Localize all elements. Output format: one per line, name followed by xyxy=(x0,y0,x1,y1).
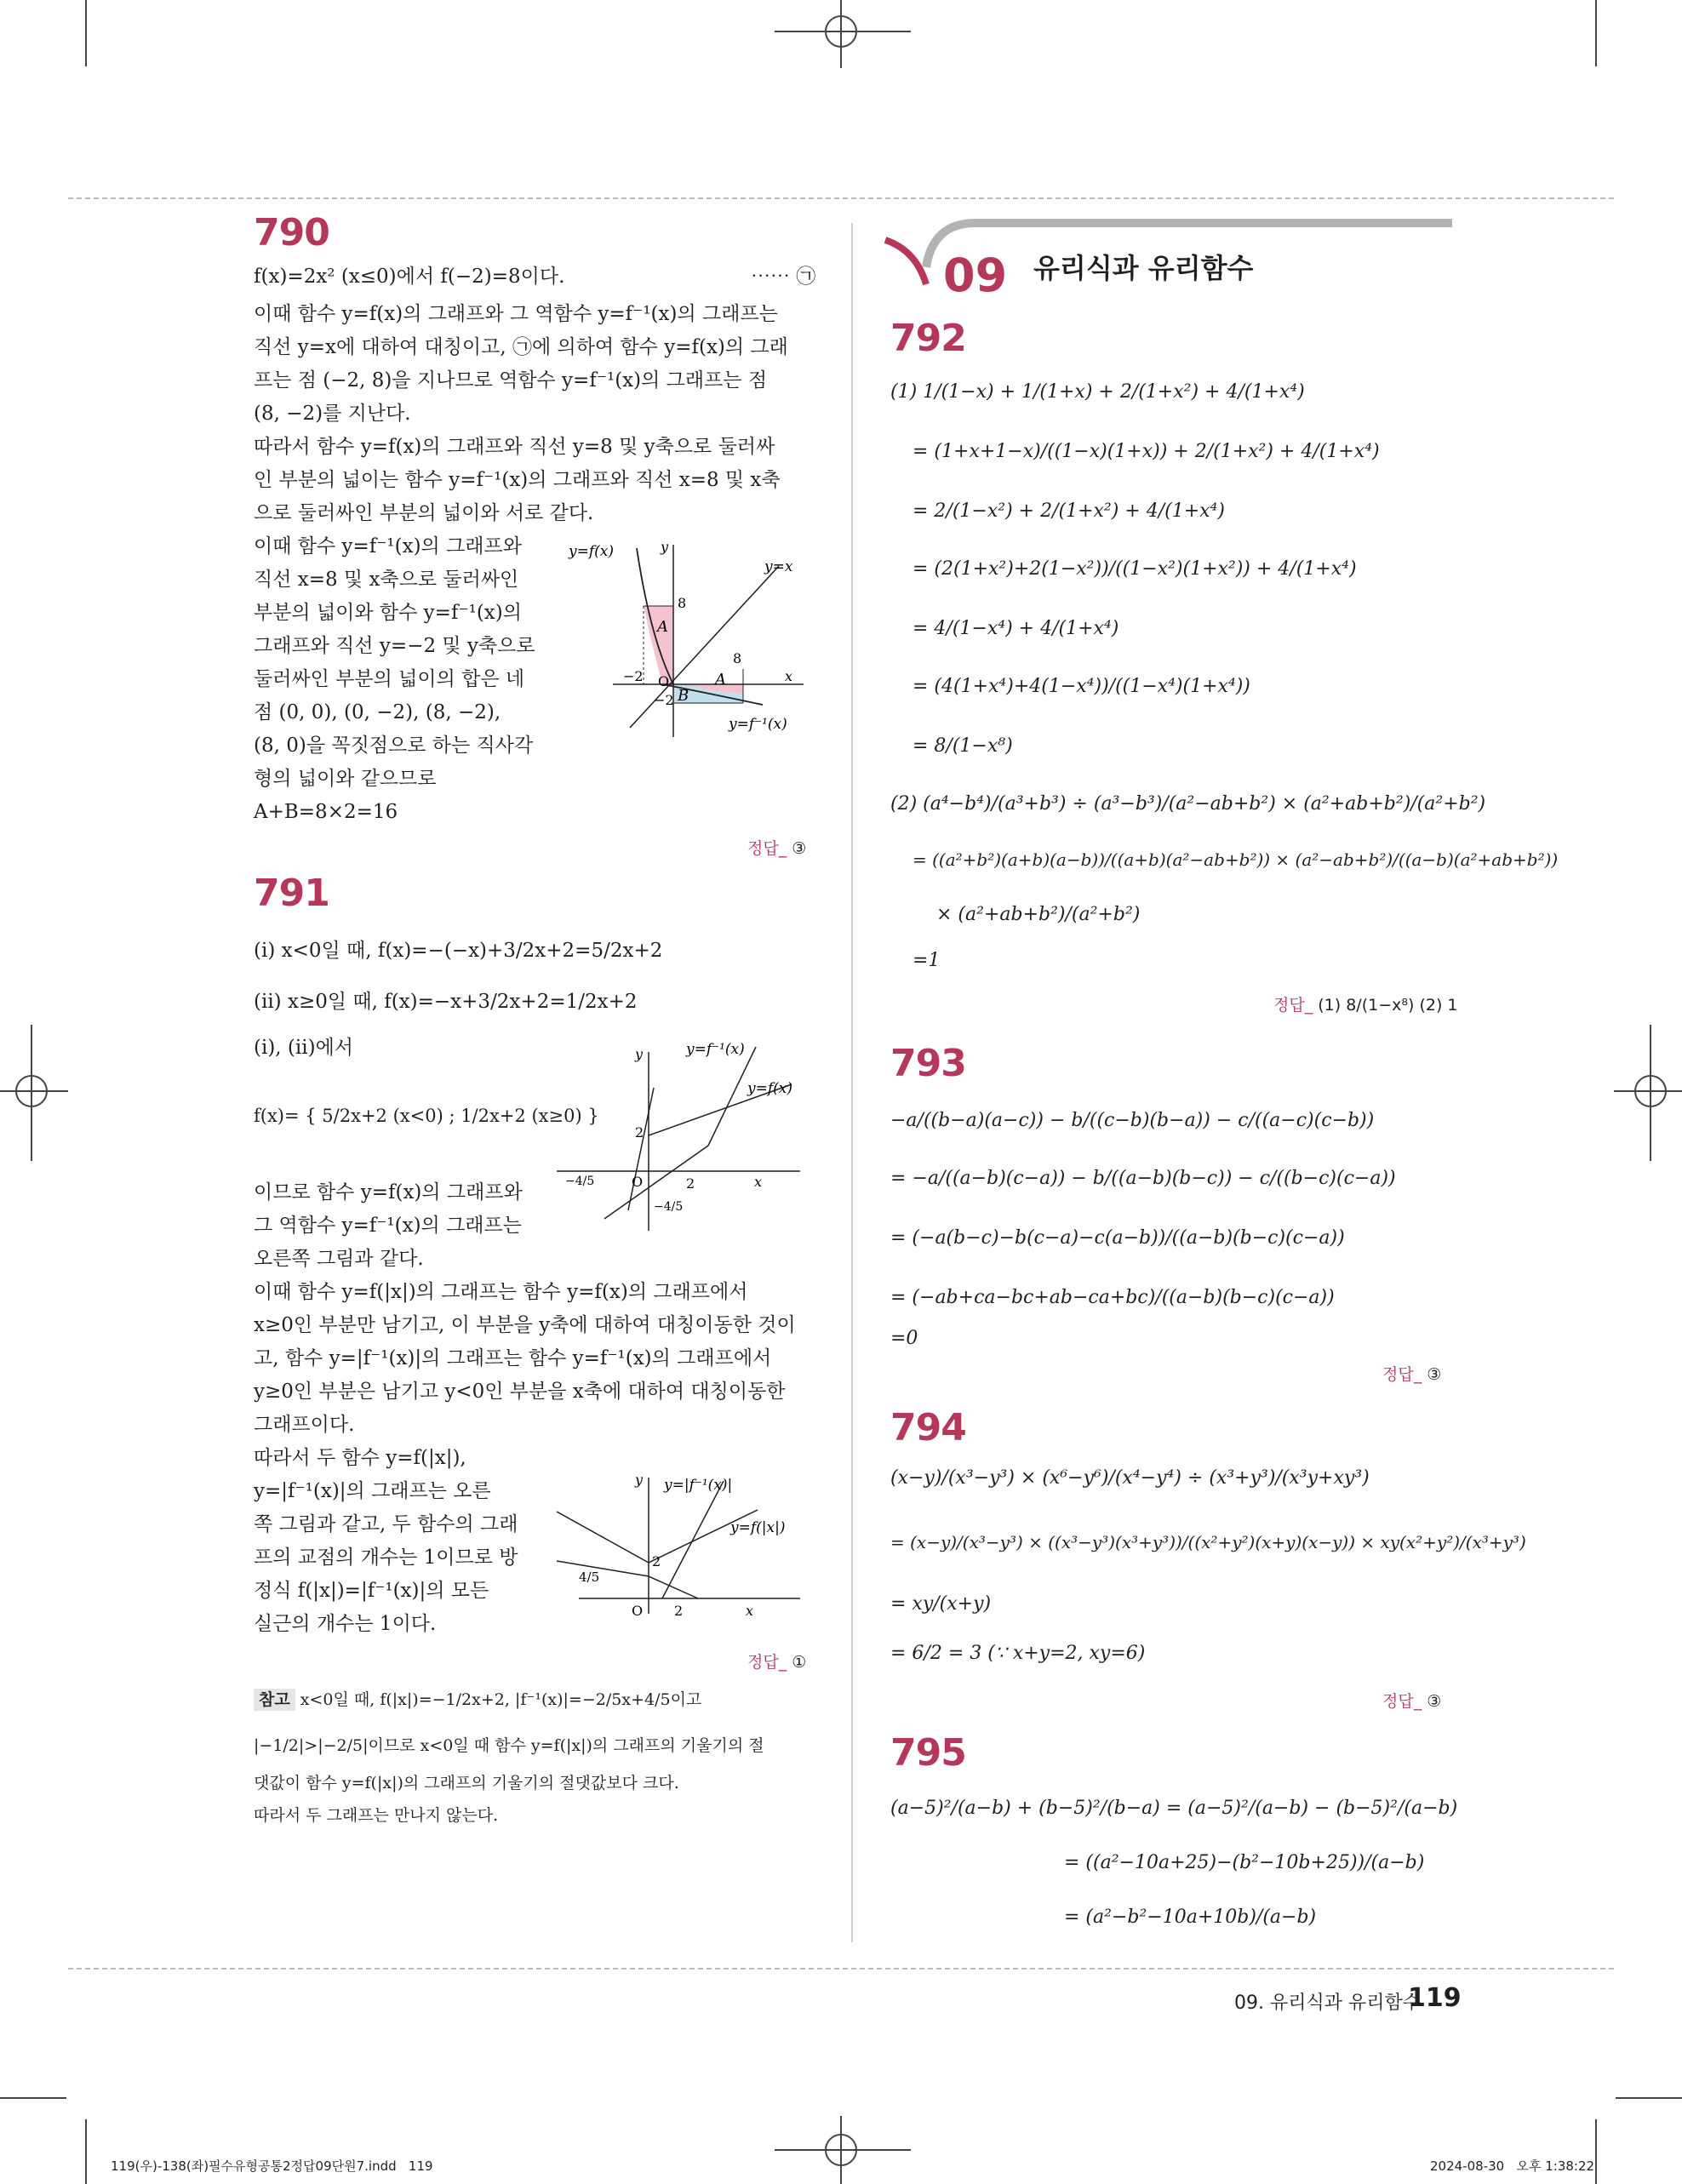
p792-answer xyxy=(1273,992,1457,1015)
label-minus2: −2 xyxy=(654,692,674,708)
label-x: x xyxy=(754,1174,763,1190)
p791-line: 오른쪽 그림과 같다. xyxy=(254,1248,424,1270)
registration-mark-top xyxy=(775,0,911,68)
label-2: 2 xyxy=(635,1124,644,1141)
p791-line: 이때 함수 y=f(|x|)의 그래프는 함수 y=f(x)의 그래프에서 xyxy=(254,1281,748,1303)
answer-label: 정답_ xyxy=(1382,1692,1422,1711)
label-2: 2 xyxy=(674,1603,684,1619)
note-chip: 참고 xyxy=(254,1689,295,1711)
p790-line: 이때 함수 y=f(x)의 그래프와 그 역함수 y=f⁻¹(x)의 그래프는 xyxy=(254,303,778,325)
graph-790 xyxy=(562,536,826,749)
p792-step: (1) 1/(1−x) + 1/(1+x) + 2/(1+x²) + 4/(1+x⁴) xyxy=(890,381,1305,403)
column-divider xyxy=(851,223,853,1942)
p790-line: 직선 x=8 및 x축으로 둘러싸인 xyxy=(254,569,519,591)
p793-step: =0 xyxy=(890,1328,918,1349)
p791-note xyxy=(254,1687,701,1712)
p790-line: 인 부분의 넓이는 함수 y=f⁻¹(x)의 그래프와 직선 x=8 및 x축 xyxy=(254,469,781,491)
p795-step: = (a²−b²−10a+10b)/(a−b) xyxy=(1064,1907,1317,1928)
p792-step: = (2(1+x²)+2(1−x²))/((1−x²)(1+x²)) + 4/(1+x⁴) xyxy=(913,558,1357,580)
p791-line: 쪽 그림과 같고, 두 함수의 그래 xyxy=(254,1513,518,1535)
p790-line: 점 (0, 0), (0, −2), (8, −2), xyxy=(254,701,501,723)
label-origin: O xyxy=(658,673,670,689)
p792-step: = (1+x+1−x)/((1−x)(1+x)) + 2/(1+x²) + 4/(1+x⁴) xyxy=(913,441,1380,462)
p791-piecewise: f(x)= { 5/2x+2 (x<0) ; 1/2x+2 (x≥0) } xyxy=(254,1106,599,1126)
p794-step: = xy/(x+y) xyxy=(890,1593,992,1615)
p790-answer xyxy=(747,836,806,859)
label-x: x xyxy=(746,1603,754,1619)
crop-mark xyxy=(1595,2119,1597,2184)
label-2: 2 xyxy=(652,1553,661,1569)
p791-line: (i), (ii)에서 xyxy=(254,1037,354,1059)
p790-mark: ⋯⋯ ㉠ xyxy=(751,266,816,288)
p792-step: = (4(1+x⁴)+4(1−x⁴))/((1−x⁴)(1+x⁴)) xyxy=(913,676,1250,697)
graph-791-2 xyxy=(553,1461,817,1627)
p793-step: = (−a(b−c)−b(c−a)−c(a−b))/((a−b)(b−c)(c−a)) xyxy=(890,1227,1345,1249)
label-A: A xyxy=(715,671,726,689)
p790-line: 따라서 함수 y=f(x)의 그래프와 직선 y=8 및 y축으로 둘러싸 xyxy=(254,436,775,458)
line-absfinv-mid xyxy=(649,1576,698,1598)
p790-line: 둘러싸인 부분의 넓이의 합은 네 xyxy=(254,668,525,690)
p790-line: f(x)=2x² (x≤0)에서 f(−2)=8이다. xyxy=(254,266,565,288)
crop-mark xyxy=(1595,0,1597,66)
registration-mark-bottom xyxy=(775,2116,911,2184)
label-y: y xyxy=(661,539,669,555)
p791-line: 프의 교점의 개수는 1이므로 방 xyxy=(254,1547,518,1569)
registration-mark-right xyxy=(1614,1025,1682,1161)
slug-file: 119(우)-138(좌)필수유형공통2정답09단원7.indd 119 xyxy=(111,2158,433,2174)
p790-line: 프는 점 (−2, 8)을 지나므로 역함수 y=f⁻¹(x)의 그래프는 점 xyxy=(254,369,768,392)
p792-step: = 8/(1−x⁸) xyxy=(913,735,1013,757)
label-2: 2 xyxy=(686,1175,695,1192)
page-number: 119 xyxy=(1408,1983,1462,2013)
slug-date: 2024-08-30 오후 1:38:22 xyxy=(1430,2158,1595,2174)
label-yfx: y=f(x) xyxy=(569,543,614,560)
p791-line: 정식 f(|x|)=|f⁻¹(x)|의 모든 xyxy=(254,1580,489,1602)
problem-number-790: 790 xyxy=(254,211,329,254)
line-f-left xyxy=(628,1088,654,1210)
problem-number-791: 791 xyxy=(254,872,329,915)
p791-line: x≥0인 부분만 남기고, 이 부분을 y축에 대하여 대칭이동한 것이 xyxy=(254,1314,796,1336)
p790-line: 형의 넓이와 같으므로 xyxy=(254,768,437,790)
chapter-title: 유리식과 유리함수 xyxy=(1033,252,1254,284)
crop-mark xyxy=(85,2119,87,2184)
p794-step: (x−y)/(x³−y³) × (x⁶−y⁶)/(x⁴−y⁴) ÷ (x³+y³)/(x³y+xy³) xyxy=(890,1467,1370,1489)
graph-791-1 xyxy=(553,1035,817,1239)
p791-line: 따라서 두 함수 y=f(|x|), xyxy=(254,1447,466,1469)
note-line: x<0일 때, f(|x|)=−1/2x+2, |f⁻¹(x)|=−2/5x+4/5이고 xyxy=(300,1690,702,1709)
p793-step: = −a/((a−b)(c−a)) − b/((a−b)(b−c)) − c/((b−c)(c−a)) xyxy=(890,1168,1396,1189)
label-minus-4-5: −4/5 xyxy=(565,1175,595,1188)
p795-step: (a−5)²/(a−b) + (b−5)²/(b−a) = (a−5)²/(a−b) − (b−5)²/(a−b) xyxy=(890,1798,1458,1819)
note-line: 댓값이 함수 y=f(|x|)의 그래프의 기울기의 절댓값보다 크다. xyxy=(254,1774,679,1792)
crop-mark xyxy=(85,0,87,66)
answer-value: ③ xyxy=(792,839,807,858)
p790-line: A+B=8×2=16 xyxy=(254,801,398,823)
label-origin: O xyxy=(632,1603,644,1619)
label-minus-4-5: −4/5 xyxy=(654,1200,684,1214)
label-origin: O xyxy=(632,1174,644,1190)
answer-label: 정답_ xyxy=(747,839,787,858)
chapter-arc xyxy=(885,240,926,284)
label-fx: y=f(x) xyxy=(747,1080,792,1097)
answer-label: 정답_ xyxy=(1273,996,1313,1015)
p792-step: = 4/(1−x⁴) + 4/(1+x⁴) xyxy=(913,618,1119,639)
p794-step: = (x−y)/(x³−y³) × ((x³−y³)(x³+y³))/((x²+y²)(x+y)(x−y)) × xy(x²+y²)/(x³+y³) xyxy=(890,1532,1526,1552)
answer-label: 정답_ xyxy=(747,1653,787,1672)
answer-value: ③ xyxy=(1427,1365,1442,1384)
p790-line: 으로 둘러싸인 부분의 넓이와 서로 같다. xyxy=(254,502,594,524)
p791-answer xyxy=(747,1649,806,1672)
chapter-header xyxy=(882,216,1452,301)
p791-line: 이므로 함수 y=f(x)의 그래프와 xyxy=(254,1181,523,1203)
note-line: |−1/2|>|−2/5|이므로 x<0일 때 함수 y=f(|x|)의 그래프의 기울기의 절 xyxy=(254,1736,764,1755)
label-yx: y=x xyxy=(764,558,793,575)
answer-value: (1) 8/(1−x⁸) (2) 1 xyxy=(1318,996,1458,1015)
top-dashed-rule xyxy=(68,197,1614,199)
label-4-5: 4/5 xyxy=(579,1569,600,1585)
label-B: B xyxy=(678,687,689,705)
p792-step: = 2/(1−x²) + 2/(1+x²) + 4/(1+x⁴) xyxy=(913,500,1225,522)
p791-line: 실근의 개수는 1이다. xyxy=(254,1613,437,1635)
line-fabs-right xyxy=(649,1510,758,1563)
p794-step: = 6/2 = 3 (∵ x+y=2, xy=6) xyxy=(890,1643,1146,1664)
p790-line: (8, 0)을 꼭짓점으로 하는 직사각 xyxy=(254,735,534,757)
problem-number-794: 794 xyxy=(890,1406,966,1449)
p790-line: (8, −2)를 지난다. xyxy=(254,403,411,425)
label-finv: y=f⁻¹(x) xyxy=(686,1041,745,1058)
p793-answer xyxy=(1382,1362,1441,1385)
p790-line: 부분의 넓이와 함수 y=f⁻¹(x)의 xyxy=(254,602,522,624)
label-y: y xyxy=(635,1472,644,1488)
p791-line: (ii) x≥0일 때, f(x)=−x+3/2x+2=1/2x+2 xyxy=(254,991,638,1013)
p794-answer xyxy=(1382,1689,1441,1712)
p790-line: 직선 y=x에 대하여 대칭이고, ㉠에 의하여 함수 y=f(x)의 그래 xyxy=(254,336,788,358)
p792-step: × (a²+ab+b²)/(a²+b²) xyxy=(936,904,1141,925)
label-8: 8 xyxy=(733,650,742,666)
p793-step: = (−ab+ca−bc+ab−ca+bc)/((a−b)(b−c)(c−a)) xyxy=(890,1287,1335,1308)
p792-step: =1 xyxy=(913,950,941,971)
p790-line: 그래프와 직선 y=−2 및 y축으로 xyxy=(254,635,535,657)
crop-mark xyxy=(0,2097,66,2099)
answer-value: ③ xyxy=(1427,1692,1442,1711)
problem-number-793: 793 xyxy=(890,1042,966,1085)
label-finv: y=f⁻¹(x) xyxy=(729,716,787,733)
p790-line: 이때 함수 y=f⁻¹(x)의 그래프와 xyxy=(254,535,522,557)
line-fabs-left xyxy=(557,1512,649,1563)
line-absfinv-left xyxy=(557,1561,649,1576)
p791-line: 고, 함수 y=|f⁻¹(x)|의 그래프는 함수 y=f⁻¹(x)의 그래프에서 xyxy=(254,1347,772,1369)
p791-line: 그래프이다. xyxy=(254,1414,355,1436)
chapter-number: 09 xyxy=(943,249,1008,301)
label-y: y xyxy=(635,1046,644,1062)
footer-section: 09. 유리식과 유리함수 xyxy=(1234,1992,1421,2014)
label-8: 8 xyxy=(678,595,687,611)
label-A: A xyxy=(657,618,668,636)
p792-step: = ((a²+b²)(a+b)(a−b))/((a+b)(a²−ab+b²)) × (a²−ab+b²)/((a−b)(a²+ab+b²)) xyxy=(913,849,1559,870)
crop-mark xyxy=(1616,2097,1682,2099)
p791-line: (i) x<0일 때, f(x)=−(−x)+3/2x+2=5/2x+2 xyxy=(254,940,663,962)
bottom-dashed-rule xyxy=(68,1968,1614,1970)
registration-mark-left xyxy=(0,1025,68,1161)
answer-label: 정답_ xyxy=(1382,1365,1422,1384)
p795-step: = ((a²−10a+25)−(b²−10b+25))/(a−b) xyxy=(1064,1852,1425,1873)
p791-line: y=|f⁻¹(x)|의 그래프는 오른 xyxy=(254,1480,491,1502)
p792-step: (2) (a⁴−b⁴)/(a³+b³) ÷ (a³−b³)/(a²−ab+b²) × (a²+ab+b²)/(a²+b²) xyxy=(890,793,1486,815)
answer-value: ① xyxy=(792,1653,807,1672)
label-fabs: y=f(|x|) xyxy=(730,1519,786,1536)
problem-number-792: 792 xyxy=(890,317,966,360)
line-absfinv-right xyxy=(662,1481,724,1598)
note-line: 따라서 두 그래프는 만나지 않는다. xyxy=(254,1806,499,1825)
p791-line: 그 역함수 y=f⁻¹(x)의 그래프는 xyxy=(254,1215,522,1237)
p791-line: y≥0인 부분은 남기고 y<0인 부분을 x축에 대하여 대칭이동한 xyxy=(254,1381,786,1403)
label-minus2: −2 xyxy=(623,668,644,684)
p793-step: −a/((b−a)(a−c)) − b/((c−b)(b−a)) − c/((a−c)(c−b)) xyxy=(890,1110,1375,1131)
label-absfinv: y=|f⁻¹(x)| xyxy=(664,1477,733,1494)
label-x: x xyxy=(785,668,793,684)
problem-number-795: 795 xyxy=(890,1731,966,1775)
